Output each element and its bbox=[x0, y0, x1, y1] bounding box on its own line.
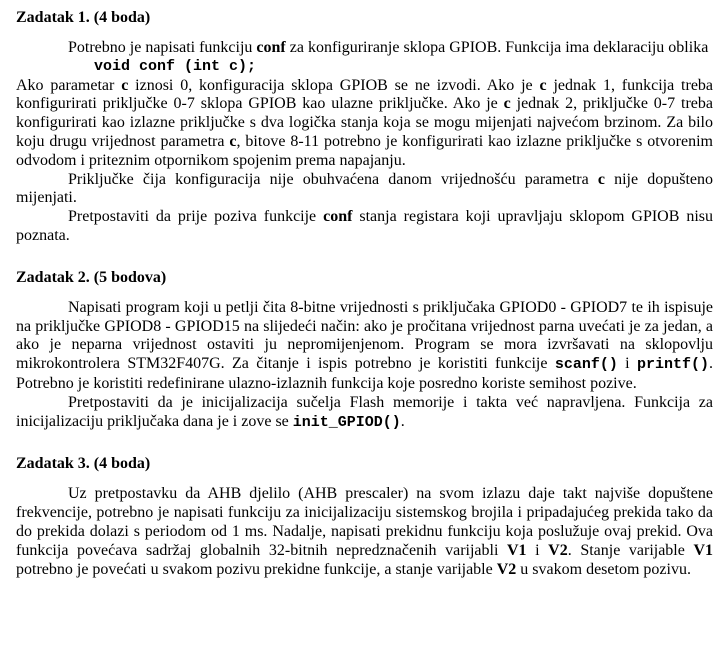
task-3 bbox=[16, 454, 713, 579]
code-printf: printf() bbox=[636, 356, 709, 374]
task-1 bbox=[16, 8, 713, 246]
code-init-gpiod: init_GPIOD() bbox=[292, 413, 401, 431]
function-declaration: void conf (int c); bbox=[94, 57, 257, 75]
task-2-paragraph-program: Napisati program koji u petlji čita 8-bitne vrijednosti s priključaka GPIOD0 - GPIOD7 te ih ispisuje na priključke GPIOD8 - GPIOD15 na slijedeći način: ako je pročitana vrijednost parna uvećati je za jedan, a ako je neparna vrijednost ostaviti ju nepromijenjenom. Program se mora izvršavati na sklopovlju mikrokontrolera STM32F407G. Za čitanje i ispis potrebno je koristiti funkcije scanf() i printf(). Potrebno je koristiti redefinirane ulazno-izlaznih funkcija koje posredno koriste semihost pozive. bbox=[16, 298, 713, 392]
task-3-paragraph: Uz pretpostavku da AHB djelilo (AHB prescaler) na svom izlazu daje takt najviše dopuštene frekvencije, potrebno je napisati funkciju za inicijalizaciju sistemskog brojila i pripadajućeg prekida tako da do prekida dolazi s periodom od 1 ms. Nadalje, napisati prekidnu funkciju koja poslužuje ovaj prekid. Ova funkcija povećava sadržaj globalnih 32-bitnih nepredznačenih varijabli V1 i V2. Stanje varijable V1 potrebno je povećati u svakom pozivu prekidne funkcije, a stanje varijable V2 u svakom desetom pozivu. bbox=[16, 485, 713, 578]
task-2-paragraph-assumption: Pretpostaviti da je inicijalizacija sučelja Flash memorije i takta već napravljena. Funkcija za inicijalizaciju priključaka dana je i zove se init_GPIOD(). bbox=[16, 393, 713, 431]
code-scanf: scanf() bbox=[554, 356, 618, 374]
task-2 bbox=[16, 268, 713, 433]
task-1-paragraph-parameter: Ako parametar c iznosi 0, konfiguracija sklopa GPIOB se ne izvodi. Ako je c jednak 1, funkcija treba konfigurirati priključke 0-7 sklopa GPIOB kao ulazne priključke. Ako je c jednak 2, priključke 0-7 treba konfigurirati kao izlazne priključke s dva logička stanja koja se mogu mijenjati najvećom brzinom. Za bilo koju drugu vrijednost parametra c, bitove 8-11 potrebno je konfigurirati kao izlazne priključke s otvorenim odvodom i priteznim otpornikom spojenim prema napajanju. bbox=[16, 76, 714, 169]
task-1-paragraph-unchanged: Priključke čija konfiguracija nije obuhvaćena danom vrijednošću parametra c nije dopušteno mijenjati. bbox=[16, 170, 714, 207]
function-name-conf: conf bbox=[256, 39, 286, 56]
task-1-paragraph-intro: Potrebno je napisati funkciju conf za konfiguriranje sklopa GPIOB. Funkcija ima deklaraciju oblika bbox=[68, 39, 709, 56]
task-1-title: Zadatak 1. (4 boda) bbox=[16, 9, 151, 26]
task-3-title: Zadatak 3. (4 boda) bbox=[16, 455, 151, 473]
task-2-title: Zadatak 2. (5 bodova) bbox=[16, 268, 167, 286]
task-1-paragraph-assumption: Pretpostaviti da prije poziva funkcije conf stanja registara koji upravljaju sklopom GPIOB nisu poznata. bbox=[16, 208, 714, 244]
